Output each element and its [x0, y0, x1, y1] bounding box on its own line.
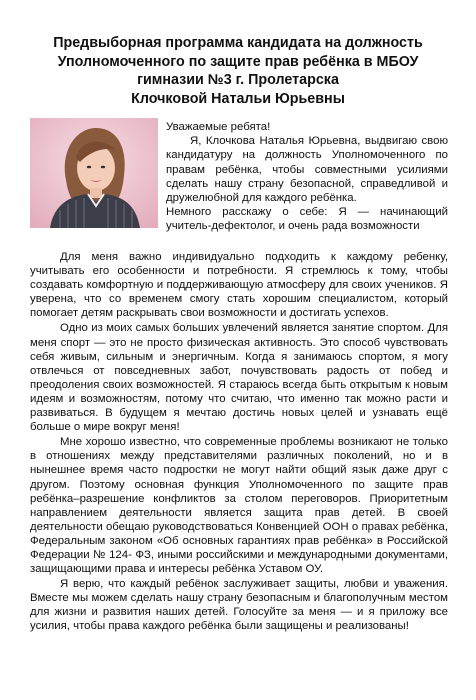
title-line: Клочковой Натальи Юрьевны — [131, 90, 345, 107]
intro-paragraph: Немного расскажу о себе: Я — начинающий учитель-дефектолог, и очень рада возможности — [166, 206, 448, 233]
title-line: гимназии №3 г. Пролетарска — [137, 72, 339, 88]
paragraph: Для меня важно индивидуально подходить к каждому ребенку, учитывать его особенности и потребности. Я стремлюсь к тому, чтобы создавать комфортную и поддерживающую атмосферу для своих учеников. Я уверена, что со временем смогу стать хорошим специалистом, который помогает детям раскрывать свои возможности и достигать успехов. — [30, 251, 448, 320]
document-title — [20, 34, 456, 108]
title-line: Предвыборная программа кандидата на должность — [53, 35, 423, 51]
intro-block — [166, 120, 448, 234]
greeting: Уважаемые ребята! — [166, 121, 271, 133]
portrait-photo-icon — [30, 118, 158, 228]
title-line: Уполномоченного по защите прав ребёнка в МБОУ — [57, 53, 419, 70]
paragraph: Мне хорошо известно, что современные проблемы возникают не только в отношениях между представителями различных поколений, но и в нынешнее время часто подростки не могут найти общий язык даже друг с другом. Поэтому основная функция Уполномоченного по защите прав ребёнка–разрешение конфликтов за столом переговоров. Приоритетным направлением деятельности является защита прав детей. В своей деятельности обещаю руководствоваться Конвенцией ООН о правах ребёнка, Федеральным законом «Об основных гарантиях прав ребёнка» в Российской Федерации № 124- ФЗ, иными российскими и международными документами, защищающими права и интересы ребёнка Уставом ОУ. — [30, 436, 448, 576]
body-text — [30, 250, 448, 635]
paragraph: Я верю, что каждый ребёнок заслуживает защиты, любви и уважения. Вместе мы можем сделать нашу страну безопасным и благополучным местом для жизни и развития наших детей. Голосуйте за меня — и я приложу все усилия, чтобы права каждого ребёнка были защищены и реализованы! — [30, 578, 448, 633]
paragraph: Одно из моих самых больших увлечений является занятие спортом. Для меня спорт — это не просто физическая активность. Это способ чувствовать себя живым, сильным и энергичным. Когда я занимаюсь спортом, я могу отвлечься от повседневных забот, почувствовать радость от побед и преодоления своих возможностей. Я стараюсь всегда быть открытым к новым идеям и возможностям, потому что считаю, что именно так можно расти и развиваться. В будущем я мечтаю достичь новых целей и узнавать ещё больше о мире вокруг меня! — [30, 322, 448, 434]
intro-paragraph: Я, Клочкова Наталья Юрьевна, выдвигаю свою кандидатуру на должность Уполномоченного по правам ребёнка, чтобы совместными усилиями сделать нашу страну безопасной, справедливой и дружелюбной для каждого ребёнка. — [166, 135, 448, 205]
candidate-photo — [30, 118, 158, 228]
